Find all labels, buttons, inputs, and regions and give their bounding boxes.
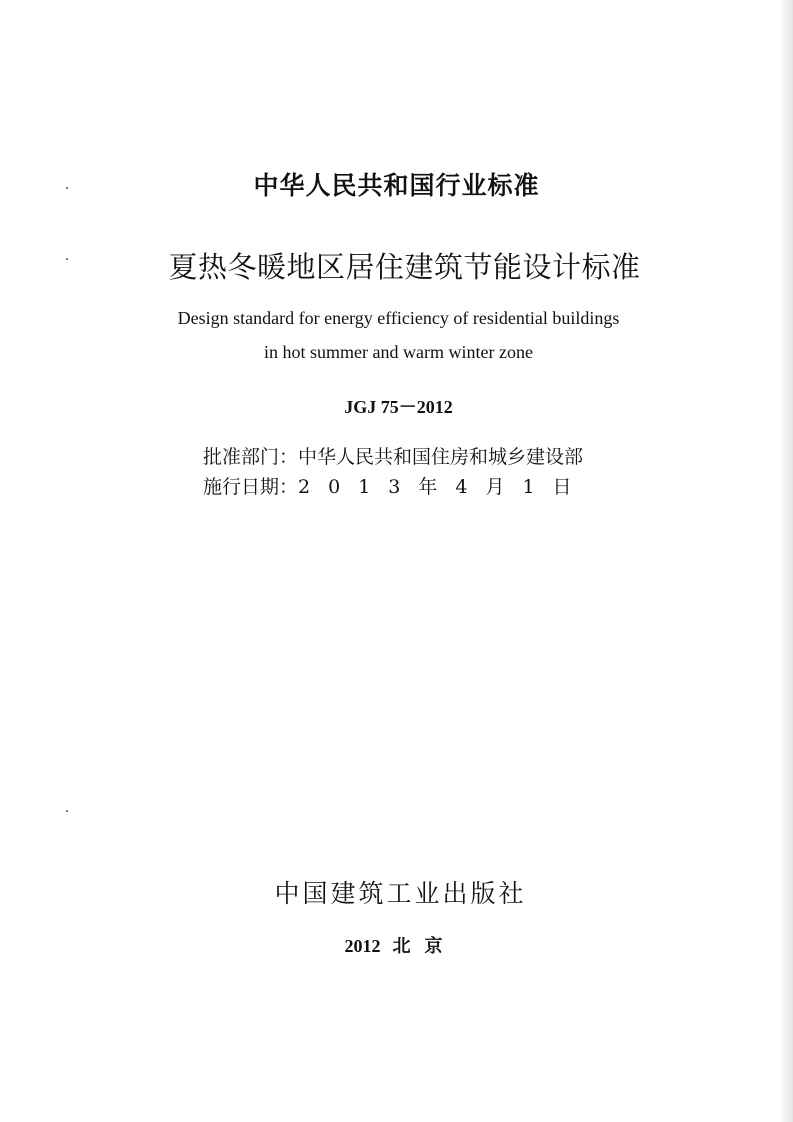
publication-city: 北京 bbox=[392, 936, 457, 957]
scan-speck bbox=[66, 810, 68, 812]
effective-date-row bbox=[203, 472, 590, 499]
standard-code: JGJ 75－2012 bbox=[344, 397, 453, 417]
effective-date-value: 2013年4月1日 bbox=[298, 476, 590, 498]
title-english-line-2: in hot summer and warm winter zone bbox=[264, 342, 533, 362]
standard-category: 中华人民共和国行业标准 bbox=[253, 171, 540, 200]
effective-date-label: 施行日期： bbox=[203, 476, 299, 498]
publication-place bbox=[4, 932, 793, 958]
approval-department-value: 中华人民共和国住房和城乡建设部 bbox=[298, 446, 584, 468]
title-chinese: 夏热冬暖地区居住建筑节能设计标准 bbox=[168, 250, 641, 284]
publication-year: 2012 bbox=[344, 936, 381, 956]
approval-department-label: 批准部门： bbox=[203, 446, 299, 468]
approval-department-row bbox=[203, 442, 583, 469]
publisher: 中国建筑工业出版社 bbox=[274, 879, 527, 908]
title-english-line-1: Design standard for energy efficiency of residential buildings bbox=[177, 308, 620, 328]
